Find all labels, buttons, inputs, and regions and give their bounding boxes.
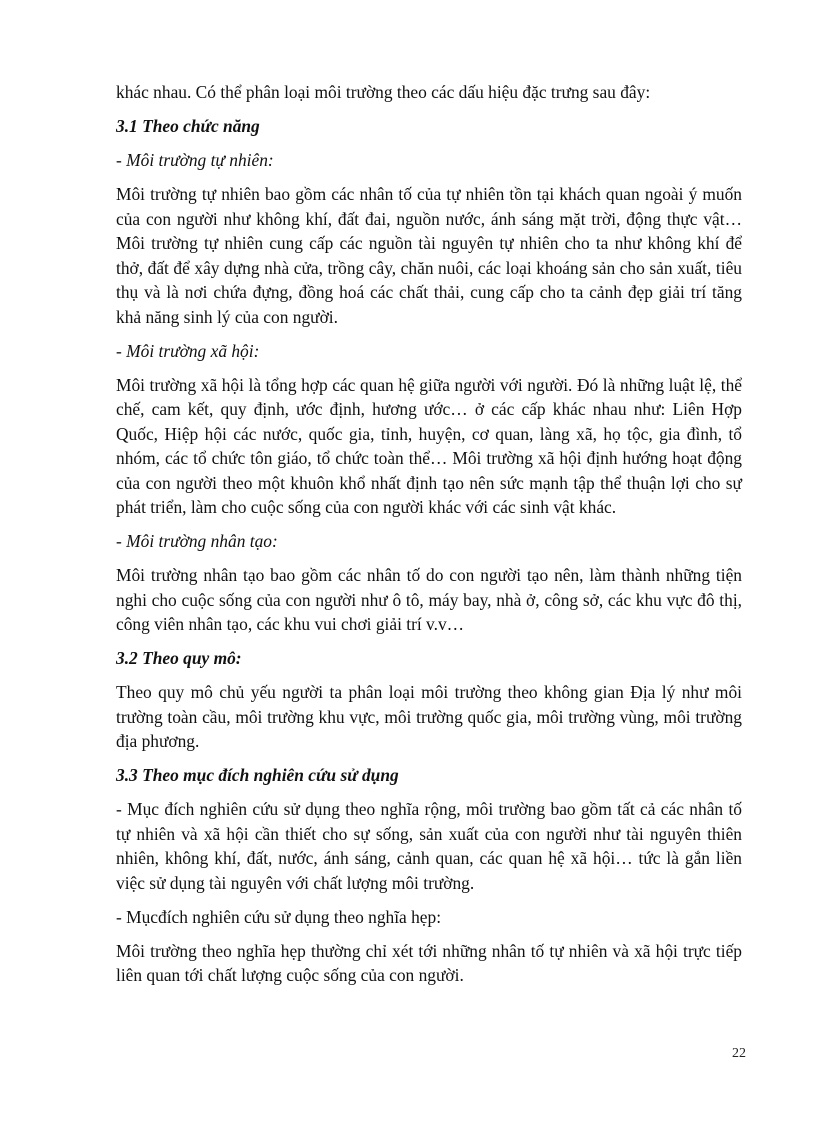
artificial-environment-label: - Môi trường nhân tạo: [116,531,278,551]
narrow-purpose-paragraph: Môi trường theo nghĩa hẹp thường chỉ xét tới những nhân tố tự nhiên và xã hội trực tiếp liên quan tới chất lượng cuộc sống của con người. [116,940,742,985]
artificial-environment-paragraph: Môi trường nhân tạo bao gồm các nhân tố do con người tạo nên, làm thành những tiện nghi cho cuộc sống của con người như ô tô, máy bay, nhà ở, công sở, các khu vực đô thị, công viên nhân tạo, các khu vui chơi giải trí v.v… [116,565,742,634]
natural-environment-label: - Môi trường tự nhiên: [116,150,274,170]
social-environment-label: - Môi trường xã hội: [116,340,260,361]
scale-paragraph: Theo quy mô chủ yếu người ta phân loại môi trường theo không gian Địa lý như môi trường toàn cầu, môi trường khu vực, môi trường quốc gia, môi trường vùng, môi trường địa phương. [116,682,742,751]
document-page [116,80,742,997]
broad-purpose-paragraph: - Mục đích nghiên cứu sử dụng theo nghĩa rộng, môi trường bao gồm tất cả các nhân tố tự nhiên và xã hội cần thiết cho sự sống, sản xuất của con người như tài nguyên thiên nhiên, không khí, đất, nước, ánh sáng, cảnh quan, các quan hệ xã hội… tức là gắn liền việc sử dụng tài nguyên với chất lượng môi trường. [116,799,742,893]
section-3-1-heading: 3.1 Theo chức năng [116,116,260,136]
social-environment-paragraph: Môi trường xã hội là tổng hợp các quan hệ giữa người với người. Đó là những luật lệ, thể chế, cam kết, quy định, ước định, hương ước… ở các cấp khác nhau như: Liên Hợp Quốc, Hiệp hội các nước, quốc gia, tỉnh, huyện, cơ quan, làng xã, họ tộc, gia đình, tổ nhóm, các tổ chức tôn giáo, tổ chức toàn thể… Môi trường xã hội định hướng hoạt động của con người theo một khuôn khổ nhất định tạo nên sức mạnh tập thể thuận lợi cho sự phát triển, làm cho cuộc sống của con người khác với các sinh vật khác. [116,374,742,517]
narrow-purpose-label: - Mụcđích nghiên cứu sử dụng theo nghĩa hẹp: [116,906,442,927]
section-3-3-heading: 3.3 Theo mục đích nghiên cứu sử dụng [116,765,399,785]
section-3-2-heading: 3.2 Theo quy mô: [116,648,242,668]
natural-environment-paragraph: Môi trường tự nhiên bao gồm các nhân tố của tự nhiên tồn tại khách quan ngoài ý muốn của con người như không khí, đất đai, nguồn nước, ánh sáng mặt trời, động thực vật… Môi trường tự nhiên cung cấp các nguồn tài nguyên tự nhiên cho ta như không khí để thở, đất để xây dựng nhà cửa, trồng cây, chăn nuôi, các loại khoáng sản cho sản xuất, tiêu thụ và là nơi chứa đựng, đồng hoá các chất thải, cung cấp cho ta cảnh đẹp giải trí tăng khả năng sinh lý của con người. [116,184,742,327]
page-number: 22 [732,1046,746,1061]
intro-paragraph: khác nhau. Có thể phân loại môi trường theo các dấu hiệu đặc trưng sau đây: [116,82,651,102]
